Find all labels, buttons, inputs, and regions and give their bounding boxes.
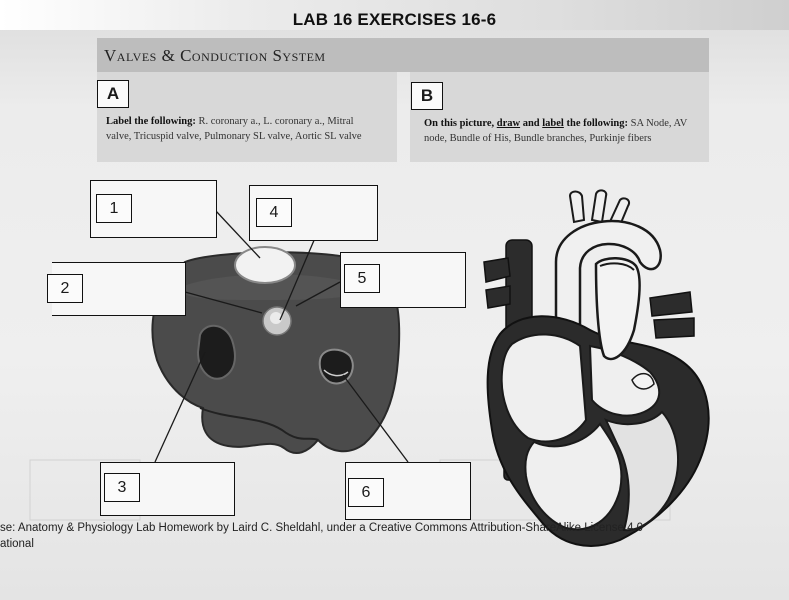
heart-illustration [484, 190, 709, 546]
aortic-branch-2 [592, 190, 606, 222]
part-b-instruction-body: SA Node, AV node, Bundle of His, Bundle branches, Purkinje fibers [424, 118, 688, 144]
pulmonary-vein-left-2 [486, 286, 510, 308]
pulmonary-vein-right-2 [654, 318, 694, 338]
part-b-and: and [522, 118, 540, 129]
footer-attribution-line2: ational [0, 538, 34, 550]
part-b-draw: draw [496, 118, 521, 129]
label-number-1: 1 [96, 194, 132, 223]
part-b-instruction-lead: On this picture, [424, 118, 495, 129]
part-a-instruction-lead: Label the following: [106, 116, 196, 127]
pulmonary-vein-right-1 [650, 292, 692, 316]
label-number-6: 6 [348, 478, 384, 507]
part-a-instruction-body: R. coronary a., L. coronary a., Mitral valve, Tricuspid valve, Pulmonary SL valve, Aortic SL valve [106, 116, 362, 142]
part-b-label: label [542, 118, 564, 129]
label-number-2: 2 [47, 274, 83, 303]
part-b-letter: B [411, 82, 443, 110]
part-a-letter: A [97, 80, 129, 108]
label-number-5: 5 [344, 264, 380, 293]
right-atrium [502, 334, 586, 441]
part-b-the-following: the following: [566, 118, 629, 129]
section-title: Valves & Conduction System [104, 46, 326, 65]
footer-attribution-line1: se: Anatomy & Physiology Lab Homework by Laird C. Sheldahl, under a Creative Commons Attribution-ShareAlike License 4.0 [0, 522, 644, 534]
tricuspid-valve-shape [198, 326, 235, 379]
aortic-branch-1 [570, 192, 584, 223]
label-number-4: 4 [256, 198, 292, 227]
mitral-valve-shape [320, 350, 353, 384]
label-number-3: 3 [104, 473, 140, 502]
pulmonary-valve-shape [235, 247, 295, 283]
lab-title: LAB 16 EXERCISES 16-6 [292, 10, 497, 29]
